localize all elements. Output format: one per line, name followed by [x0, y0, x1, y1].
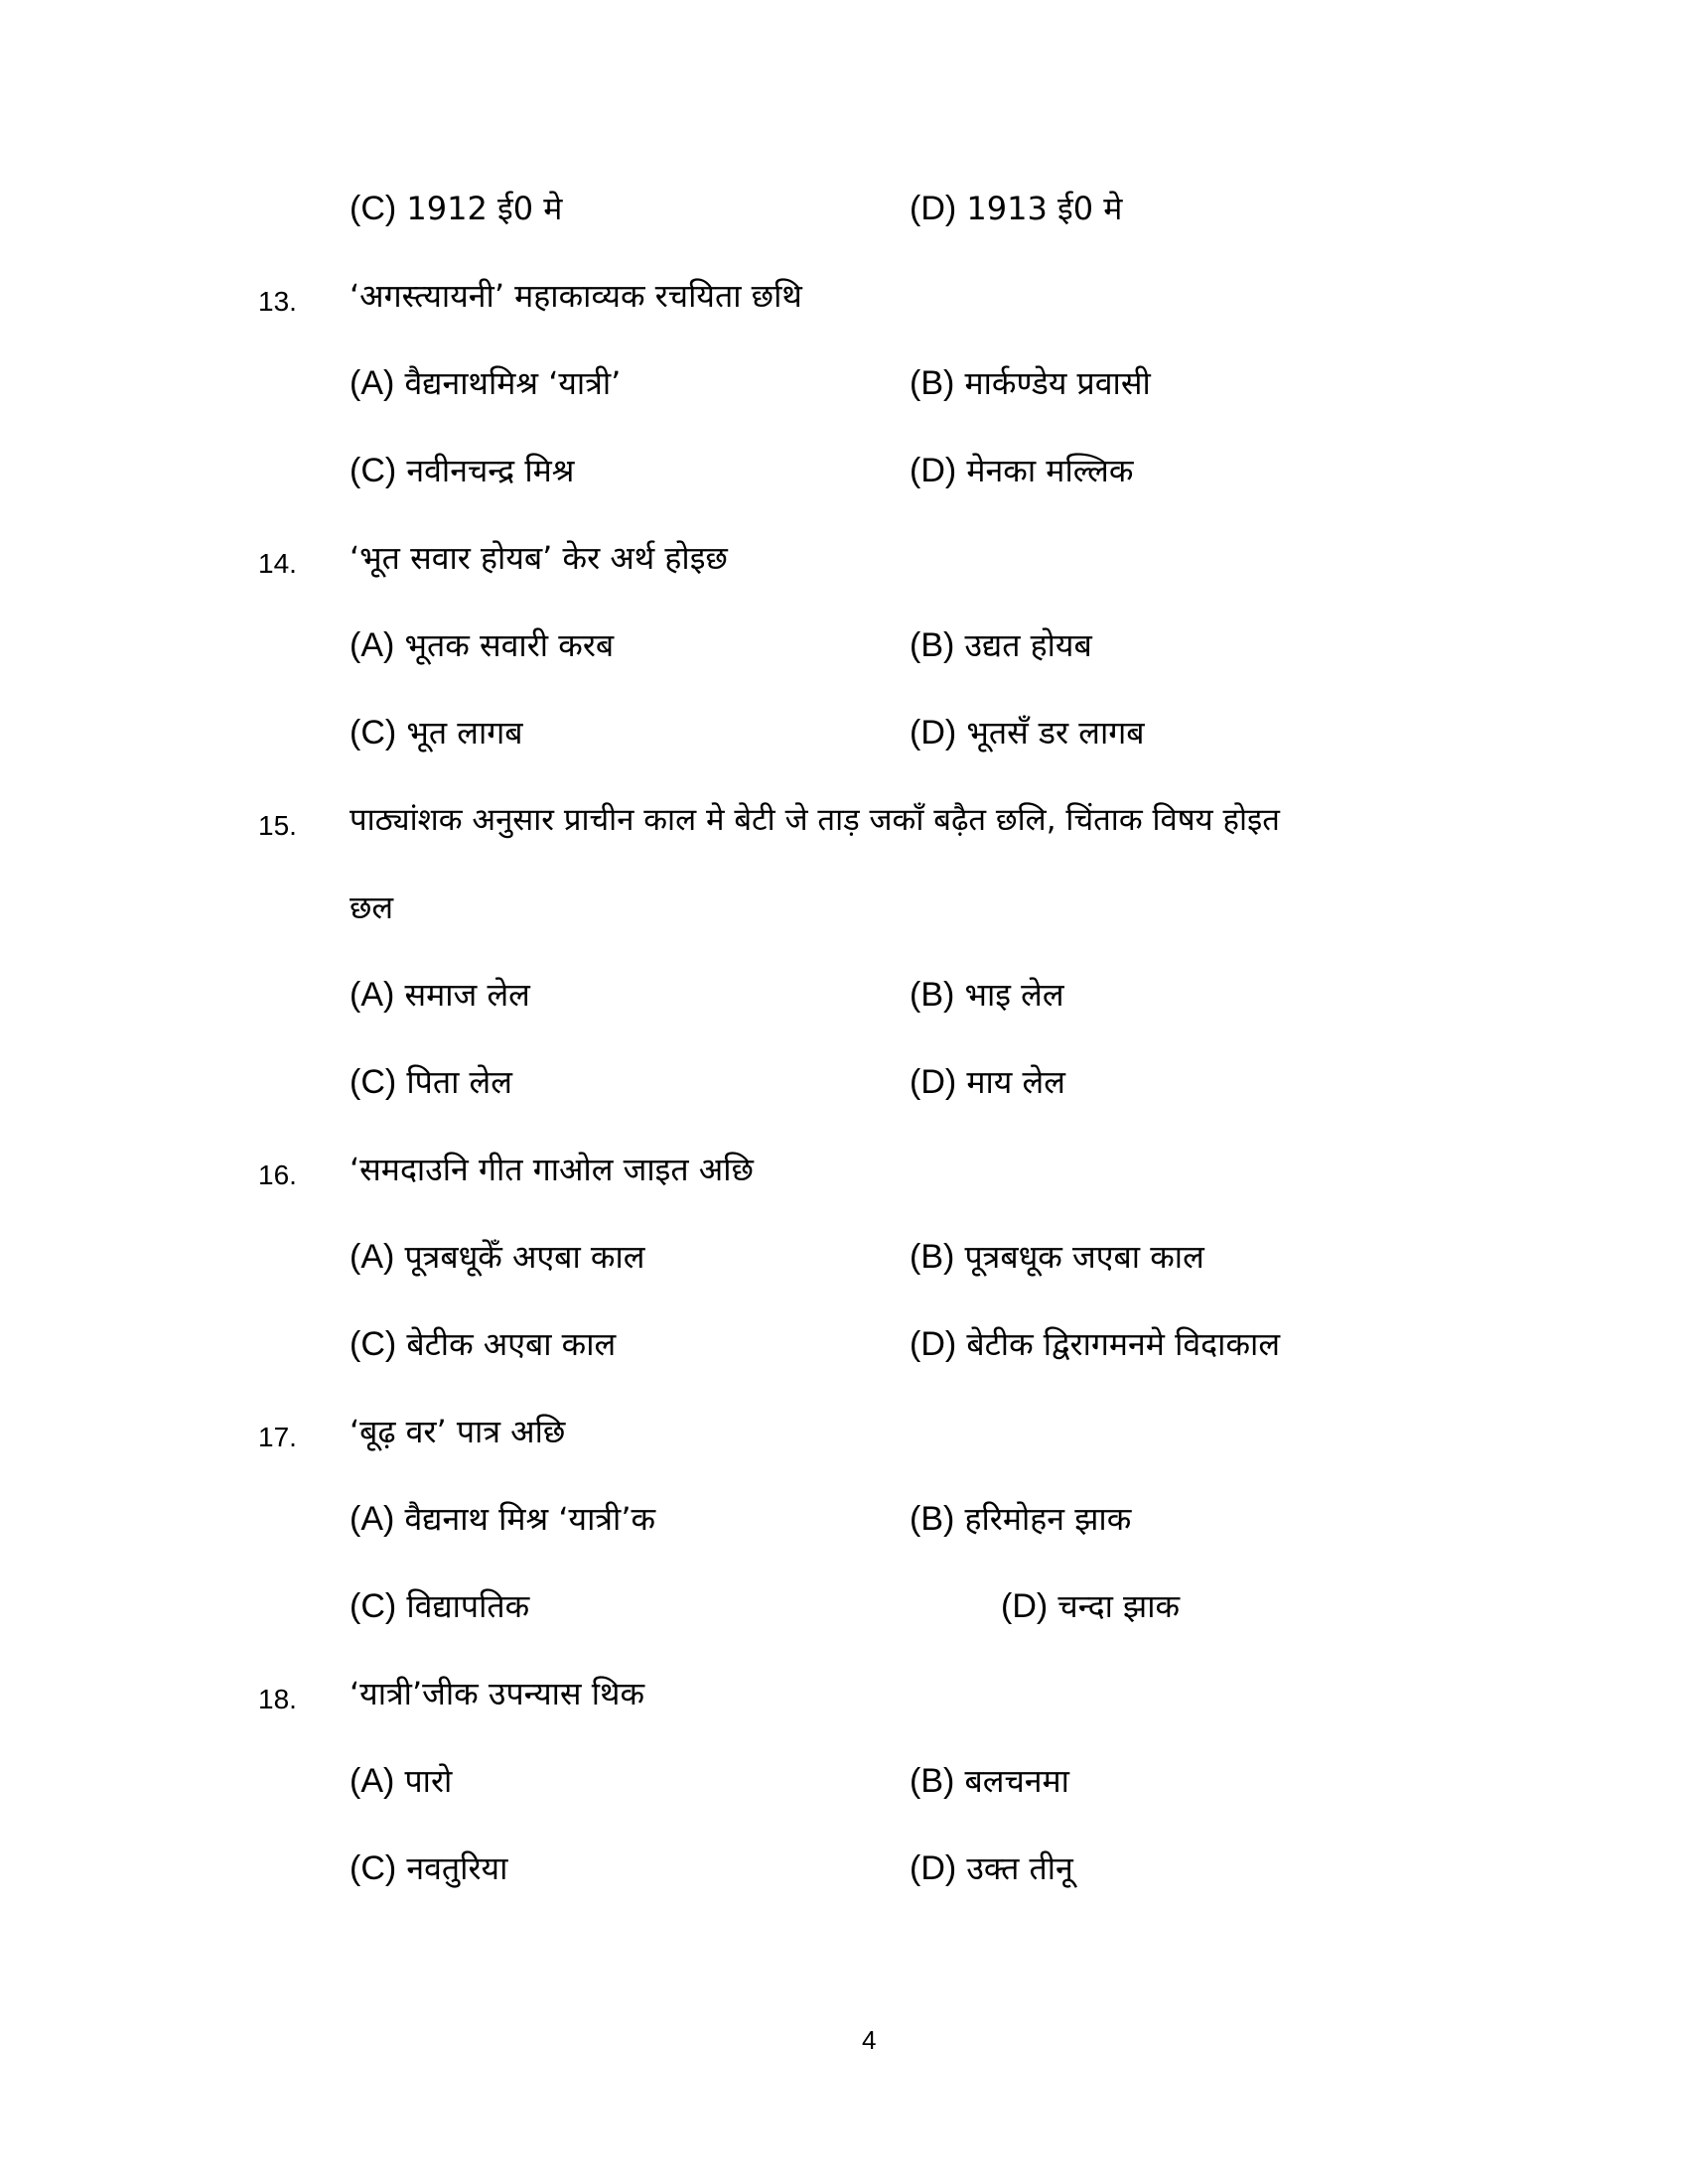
option-text: पारो: [404, 1762, 453, 1800]
q14-option-d: [910, 711, 1145, 754]
q16-option-b: [910, 1235, 1204, 1279]
q15-option-b: [910, 973, 1064, 1017]
option-label: (D): [910, 452, 957, 489]
option-text: नवतुरिया: [406, 1849, 508, 1887]
option-text: उक्त तीनू: [966, 1849, 1073, 1887]
question-number: 17.: [258, 1422, 297, 1452]
q15-option-d: [910, 1060, 1065, 1104]
question-text-line1: पाठ्यांशक अनुसार प्राचीन काल मे बेटी जे ताड़ जकाँ बढ़ैत छलि, चिंताक विषय होइत: [350, 802, 1280, 838]
q12-option-c: [350, 187, 562, 230]
option-text: चन्दा झाक: [1057, 1587, 1181, 1625]
question-number: 14.: [258, 548, 297, 579]
question-text: ‘बूढ़ वर’ पात्र अछि: [350, 1413, 566, 1450]
option-label: (D): [910, 714, 957, 751]
option-text: पूत्रबधूकेँ अएबा काल: [404, 1238, 645, 1276]
q14-option-c: [350, 711, 523, 754]
question-text: ‘समदाउनि गीत गाओल जाइत अछि: [350, 1151, 754, 1188]
option-label: (C): [350, 190, 397, 227]
option-text: बेटीक अएबा काल: [406, 1325, 617, 1363]
q13-option-b: [910, 361, 1151, 405]
option-label: (B): [910, 1238, 955, 1276]
option-text: 1913 ई0 मे: [966, 190, 1123, 227]
option-text: बेटीक द्विरागमनमे विदाकाल: [966, 1325, 1281, 1363]
option-label: (D): [910, 1849, 957, 1887]
option-label: (A): [350, 1238, 395, 1276]
question-text: ‘भूत सवार होयब’ केर अर्थ होइछ: [350, 539, 728, 577]
q15-option-c: [350, 1060, 512, 1104]
option-text: उद्यत होयब: [964, 626, 1092, 664]
option-label: (D): [910, 1063, 957, 1101]
question-number: 15.: [258, 810, 297, 841]
q17-option-c: [350, 1584, 529, 1628]
option-text: वैद्यनाथमिश्र ‘यात्री’: [404, 364, 622, 402]
option-label: (B): [910, 364, 955, 402]
option-label: (D): [1001, 1587, 1049, 1625]
q13-option-c: [350, 449, 574, 492]
q14-option-b: [910, 623, 1092, 667]
option-label: (B): [910, 626, 955, 664]
option-text: भूत लागब: [406, 714, 523, 751]
question-text: ‘यात्री’जीक उपन्यास थिक: [350, 1675, 645, 1712]
q18-option-a: [350, 1759, 452, 1803]
option-label: (A): [350, 1500, 395, 1538]
option-text: विद्यापतिक: [406, 1587, 530, 1625]
option-text: पिता लेल: [406, 1063, 512, 1101]
page-number: 4: [862, 2025, 877, 2055]
q14-option-a: [350, 623, 614, 667]
option-label: (A): [350, 1762, 395, 1800]
q16-option-a: [350, 1235, 644, 1279]
option-text: भूतसँ डर लागब: [966, 714, 1145, 751]
option-label: (B): [910, 1500, 955, 1538]
question-text-line2: छल: [350, 888, 394, 926]
option-label: (C): [350, 1587, 397, 1625]
option-label: (D): [910, 1325, 957, 1363]
option-text: पूत्रबधूक जएबा काल: [964, 1238, 1204, 1276]
option-text: 1912 ई0 मे: [406, 190, 563, 227]
option-text: भूतक सवारी करब: [404, 626, 615, 664]
q18-option-c: [350, 1846, 507, 1890]
q16-option-c: [350, 1322, 616, 1366]
option-text: माय लेल: [966, 1063, 1065, 1101]
q17-option-b: [910, 1497, 1131, 1541]
option-label: (B): [910, 1762, 955, 1800]
option-text: भाइ लेल: [964, 976, 1064, 1014]
q13-option-a: [350, 361, 621, 405]
q17-option-a: [350, 1497, 655, 1541]
option-label: (C): [350, 1325, 397, 1363]
question-number: 18.: [258, 1684, 297, 1714]
q13-option-d: [910, 449, 1133, 492]
option-label: (A): [350, 976, 395, 1014]
option-text: हरिमोहन झाक: [964, 1500, 1132, 1538]
option-text: वैद्यनाथ मिश्र ‘यात्री’क: [404, 1500, 656, 1538]
option-text: नवीनचन्द्र मिश्र: [406, 452, 575, 489]
question-number: 13.: [258, 286, 297, 317]
option-label: (C): [350, 714, 397, 751]
q17-option-d: [1001, 1584, 1180, 1628]
q15-option-a: [350, 973, 530, 1017]
option-label: (C): [350, 452, 397, 489]
option-label: (D): [910, 190, 957, 227]
question-number: 16.: [258, 1160, 297, 1190]
option-label: (C): [350, 1063, 397, 1101]
q12-option-d: [910, 187, 1122, 230]
q18-option-b: [910, 1759, 1069, 1803]
option-label: (C): [350, 1849, 397, 1887]
option-label: (B): [910, 976, 955, 1014]
option-text: बलचनमा: [964, 1762, 1069, 1800]
option-text: मेनका मल्लिक: [966, 452, 1134, 489]
q18-option-d: [910, 1846, 1073, 1890]
option-text: मार्कण्डेय प्रवासी: [964, 364, 1151, 402]
option-label: (A): [350, 364, 395, 402]
question-text: ‘अगस्त्यायनी’ महाकाव्यक रचयिता छथि: [350, 277, 802, 315]
option-label: (A): [350, 626, 395, 664]
q16-option-d: [910, 1322, 1280, 1366]
option-text: समाज लेल: [404, 976, 530, 1014]
